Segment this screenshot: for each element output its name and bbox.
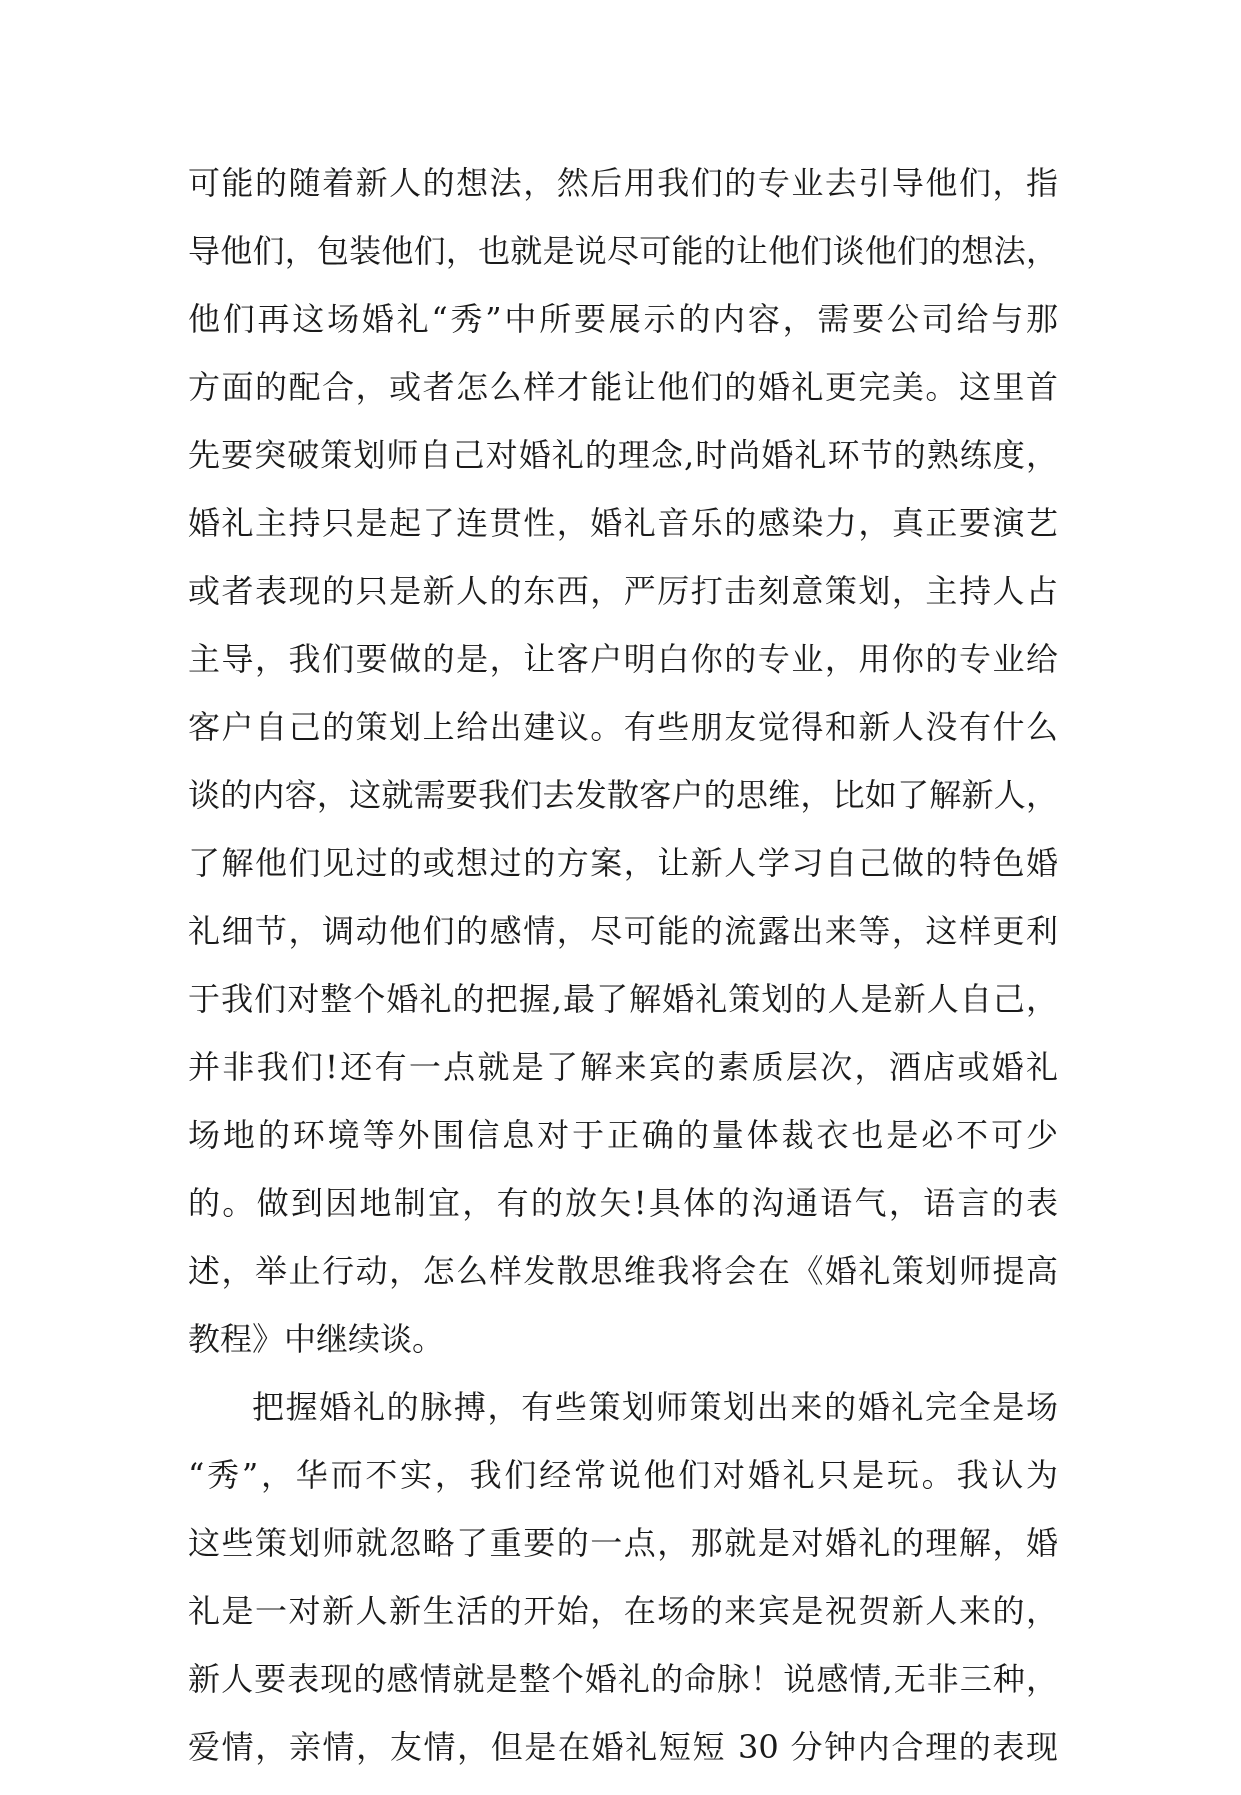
- paragraph-1: [188, 163, 1058, 1387]
- text-line: 导他们，包装他们，也就是说尽可能的让他们谈他们的想法，: [188, 232, 1058, 270]
- text-line: 新人要表现的感情就是整个婚礼的命脉！说感情,无非三种，: [188, 1660, 1058, 1698]
- text-line: 场地的环境等外围信息对于正确的量体裁衣也是必不可少: [188, 1116, 1058, 1154]
- text-line: 把握婚礼的脉搏，有些策划师策划出来的婚礼完全是场: [252, 1388, 1058, 1426]
- text-line: 客户自己的策划上给出建议。有些朋友觉得和新人没有什么: [188, 708, 1058, 746]
- text-line: 礼是一对新人新生活的开始，在场的来宾是祝贺新人来的，: [188, 1592, 1058, 1630]
- text-line: 于我们对整个婚礼的把握,最了解婚礼策划的人是新人自己，: [188, 980, 1058, 1018]
- text-line: 这些策划师就忽略了重要的一点，那就是对婚礼的理解，婚: [188, 1524, 1058, 1562]
- text-line: 方面的配合，或者怎么样才能让他们的婚礼更完美。这里首: [188, 368, 1058, 406]
- body-text: [188, 163, 1058, 1795]
- text-line: 或者表现的只是新人的东西，严厉打击刻意策划，主持人占: [188, 572, 1058, 610]
- text-line: 他们再这场婚礼“秀”中所要展示的内容，需要公司给与那: [188, 300, 1058, 338]
- text-line: 礼细节，调动他们的感情，尽可能的流露出来等，这样更利: [188, 912, 1058, 950]
- text-line: “秀”，华而不实，我们经常说他们对婚礼只是玩。我认为: [188, 1456, 1058, 1494]
- text-line: 可能的随着新人的想法，然后用我们的专业去引导他们，指: [188, 164, 1058, 202]
- text-line: 的。做到因地制宜，有的放矢!具体的沟通语气，语言的表: [188, 1184, 1058, 1222]
- text-line: 婚礼主持只是起了连贯性，婚礼音乐的感染力，真正要演艺: [188, 504, 1058, 542]
- paragraph-2: [188, 1387, 1058, 1795]
- text-line: 教程》中继续谈。: [188, 1320, 445, 1358]
- text-line: 爱情，亲情，友情，但是在婚礼短短 30 分钟内合理的表现: [188, 1728, 1058, 1766]
- text-line: 谈的内容，这就需要我们去发散客户的思维，比如了解新人，: [188, 776, 1058, 814]
- text-line: 主导，我们要做的是，让客户明白你的专业，用你的专业给: [188, 640, 1058, 678]
- text-line: 了解他们见过的或想过的方案，让新人学习自己做的特色婚: [188, 844, 1058, 882]
- text-line: 并非我们!还有一点就是了解来宾的素质层次，酒店或婚礼: [188, 1048, 1058, 1086]
- text-line: 述，举止行动，怎么样发散思维我将会在《婚礼策划师提高: [188, 1252, 1058, 1290]
- text-line: 先要突破策划师自己对婚礼的理念,时尚婚礼环节的熟练度，: [188, 436, 1058, 474]
